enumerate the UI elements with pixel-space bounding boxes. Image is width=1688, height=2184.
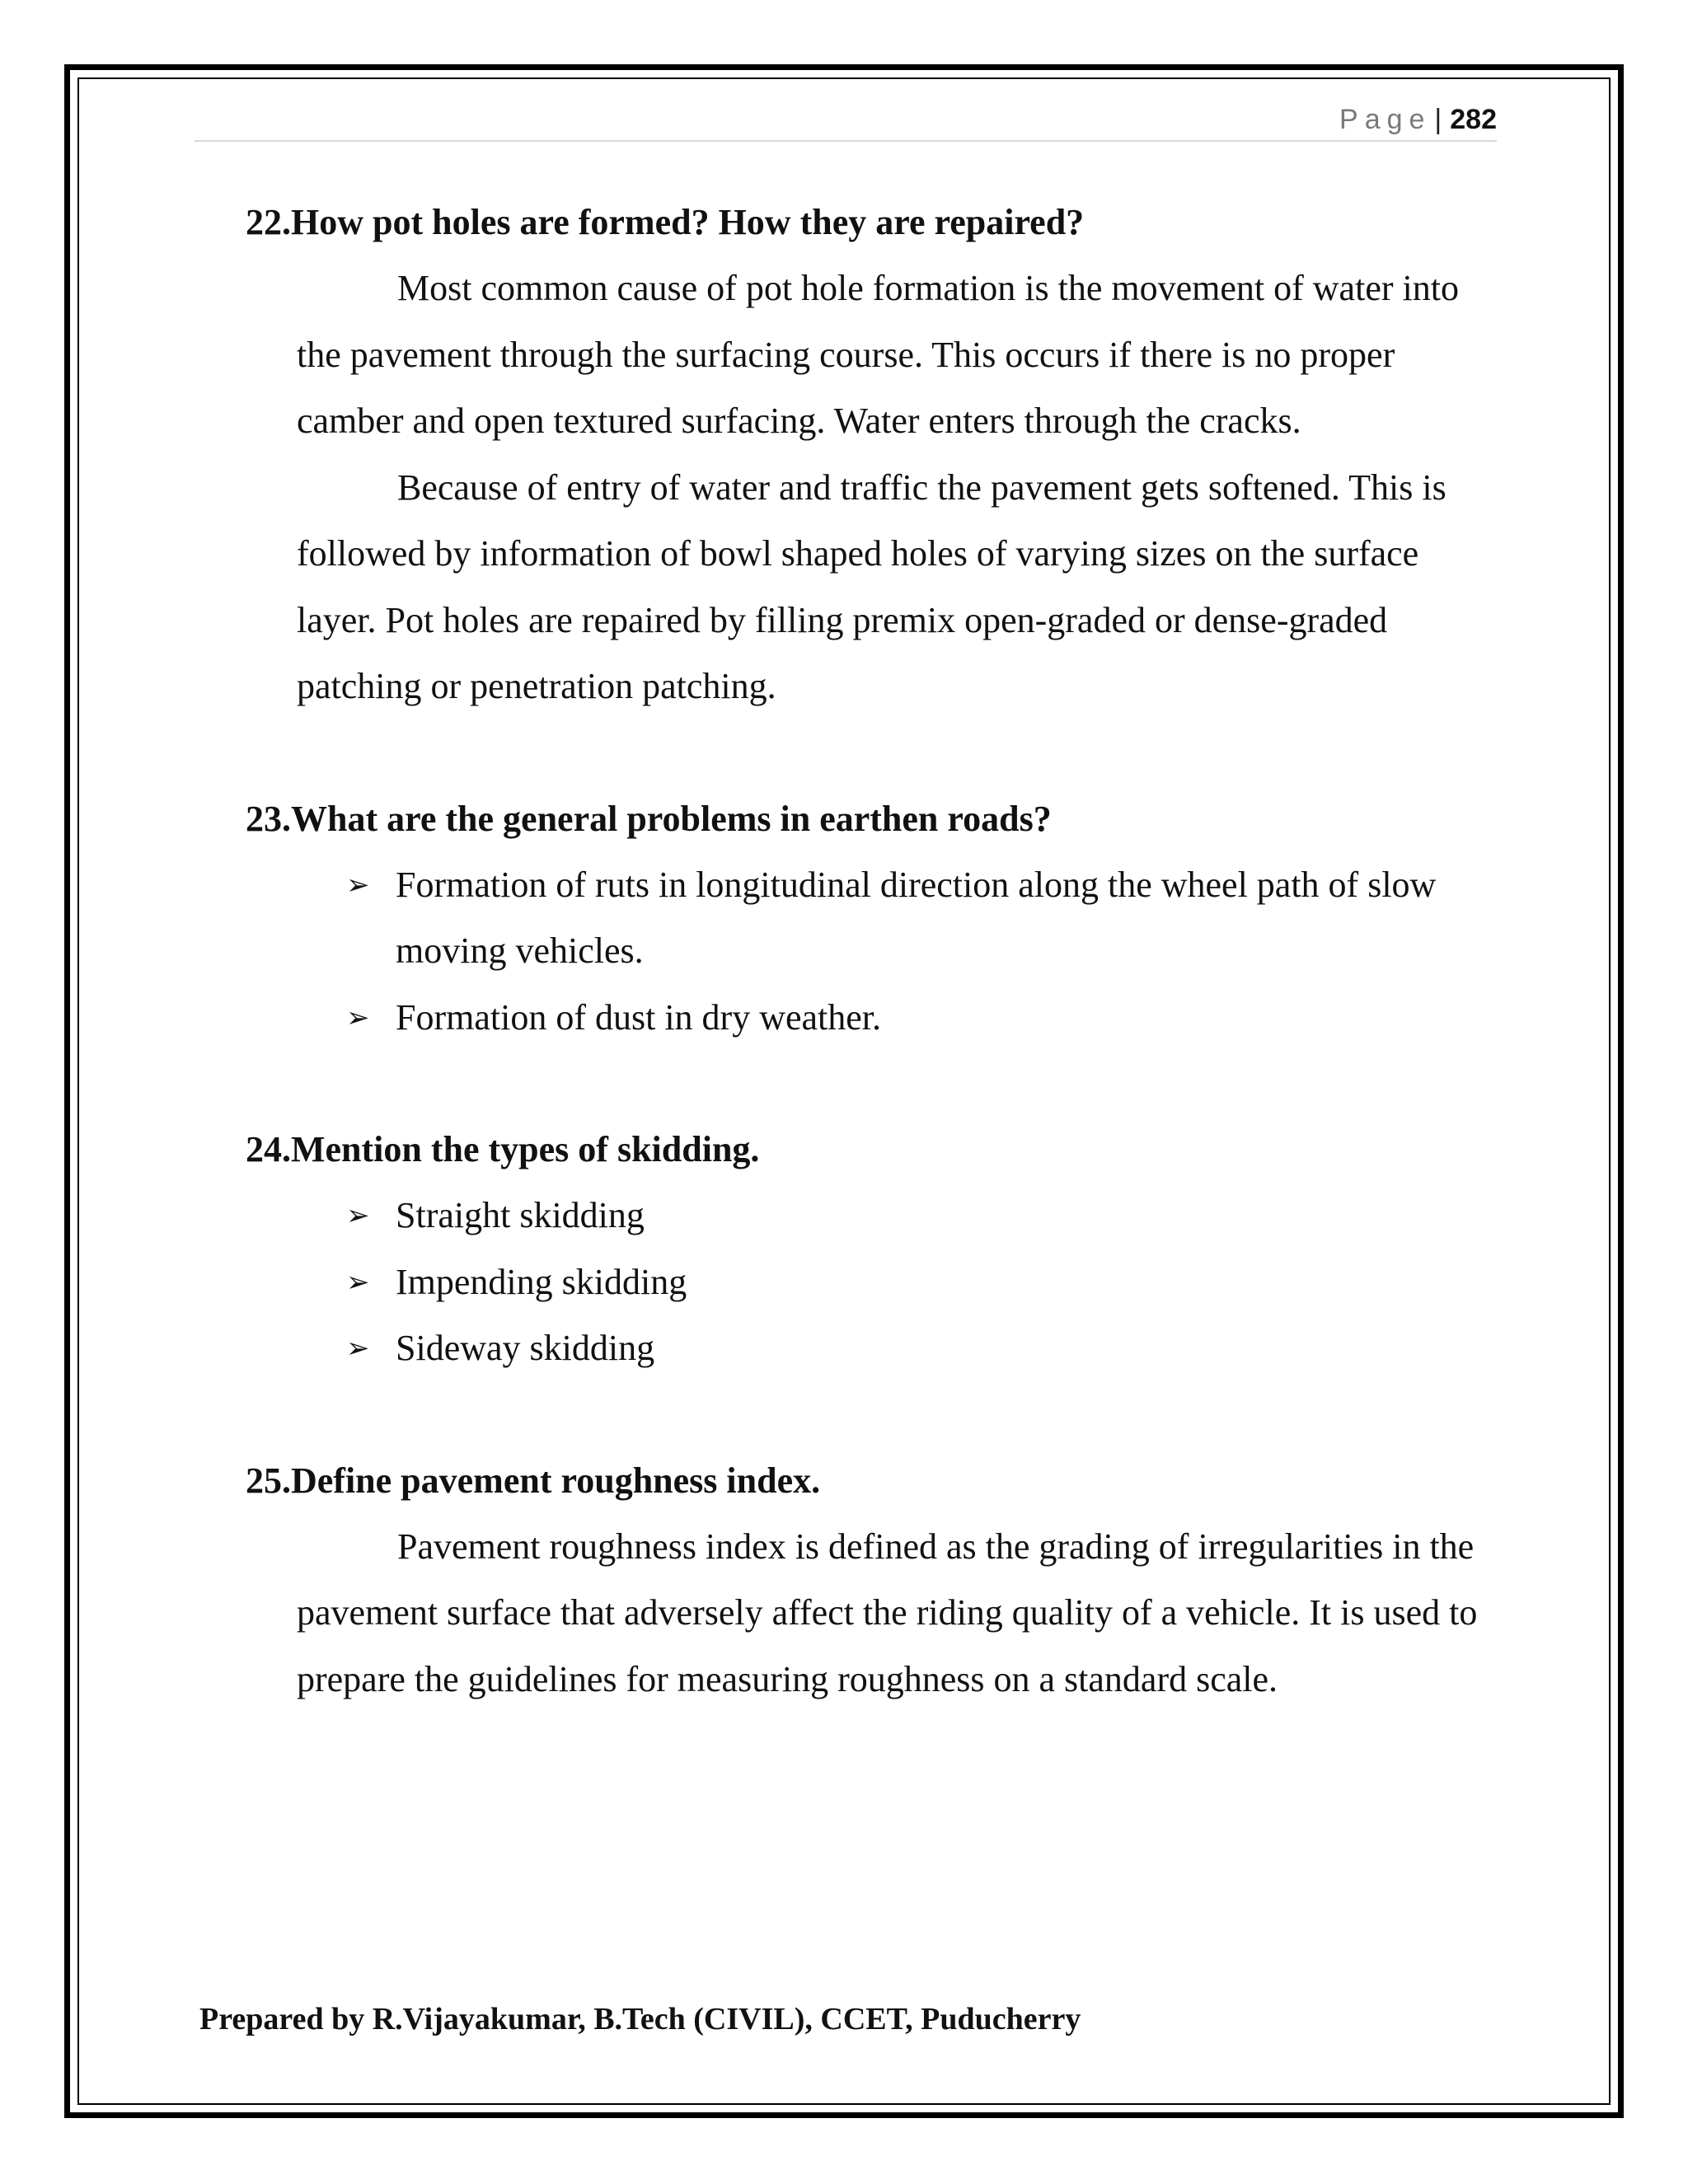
list-item-text: Formation of ruts in longitudinal direction along the wheel path of slow moving vehicles. [396,864,1437,971]
arrow-bullet-icon: ➢ [346,1199,370,1232]
list-item [346,1183,1498,1249]
page-footer: Prepared by R.Vijayakumar, B.Tech (CIVIL), CCET, Puducherry [199,2002,1081,2036]
list-item-text: Impending skidding [396,1261,687,1302]
arrow-bullet-icon: ➢ [346,868,370,902]
arrow-bullet-icon: ➢ [346,1265,370,1299]
list-item-text: Formation of dust in dry weather. [396,996,882,1038]
list-item [346,852,1498,985]
question-22-answer-paragraph-1: Most common cause of pot hole formation is the movement of water into the pavement through the surfacing course. This occurs if there is no proper camber and open textured surfacing. Water enters through the cracks. [297,268,1459,441]
question-24-bullet-list [246,1183,1498,1382]
question-22-answer-paragraph-2 [297,455,1498,720]
document-body [246,190,1498,1713]
list-item [346,985,1498,1052]
arrow-bullet-icon: ➢ [346,1001,370,1034]
question-25-answer-paragraph: Pavement roughness index is defined as the grading of irregularities in the pavement surface that adversely affect the riding quality of a vehicle. It is used to prepare the guidelines for measuring roughness on a standard scale. [297,1526,1478,1699]
question-22-heading: 22.How pot holes are formed? How they are repaired? [246,202,1085,242]
question-23-bullet-list [246,852,1498,1052]
section-spacer [246,720,1498,786]
section-spacer [246,1382,1498,1448]
page-header [195,101,1497,142]
page-number: 282 [1450,104,1497,135]
list-item-text: Sideway skidding [396,1328,655,1368]
arrow-bullet-icon: ➢ [346,1332,370,1365]
list-item [346,1249,1498,1316]
page-separator: | [1434,104,1442,135]
question-24-heading: 24.Mention the types of skidding. [246,1129,760,1169]
page-label: Page [1339,104,1432,135]
question-23-heading: 23.What are the general problems in earthen roads? [246,798,1052,839]
question-25-heading: 25.Define pavement roughness index. [246,1460,821,1501]
list-item [346,1315,1498,1382]
list-item-text: Straight skidding [396,1195,645,1235]
section-spacer [246,1051,1498,1117]
question-22-answer-paragraph-2-text: Because of entry of water and traffic the pavement gets softened. This is followed by information of bowl shaped holes of varying sizes on the surface layer. Pot holes are repaired by filling premix open-graded or dense-graded patching or penetration patching. [297,466,1447,706]
